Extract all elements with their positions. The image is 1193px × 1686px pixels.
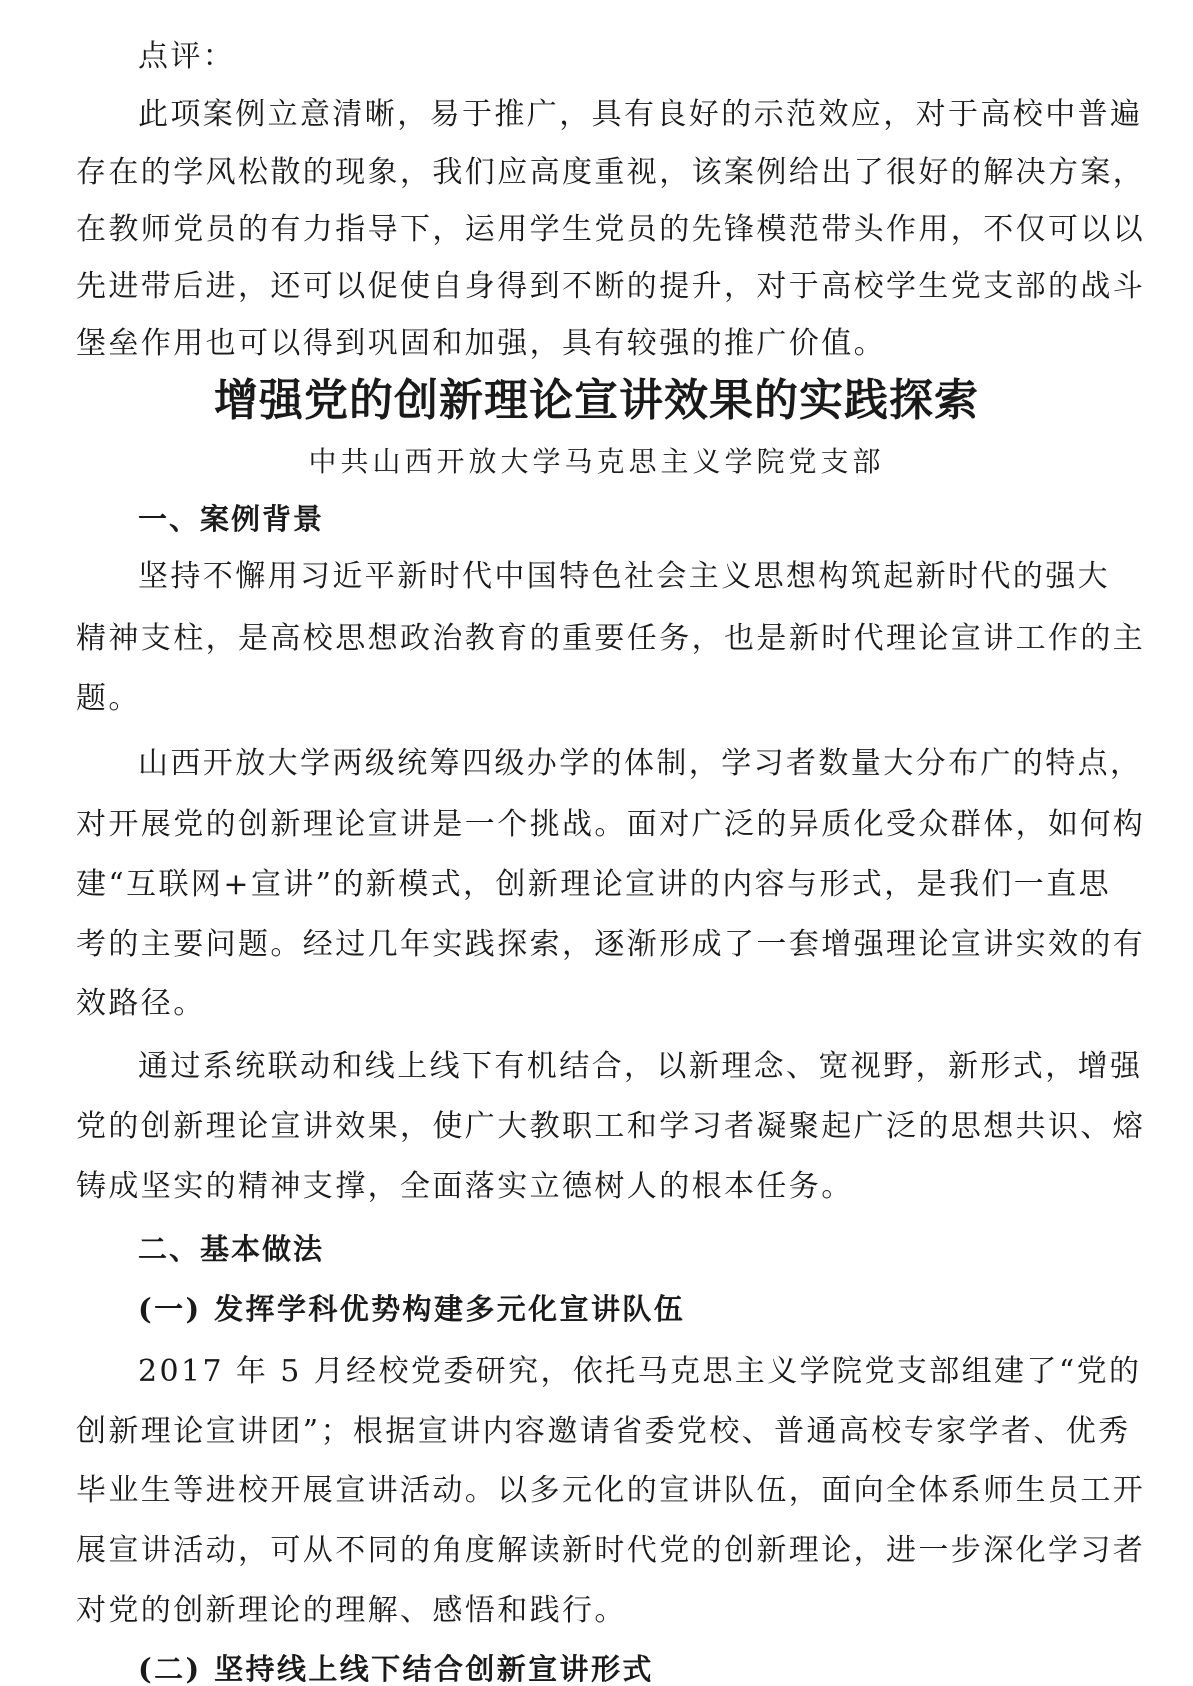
comment-line: 堡垒作用也可以得到巩固和加强，具有较强的推广价值。	[76, 326, 886, 361]
paragraph-line: 党的创新理论宣讲效果，使广大教职工和学习者凝聚起广泛的思想共识、熔	[76, 1109, 1146, 1144]
comment-line: 此项案例立意清晰，易于推广，具有良好的示范效应，对于高校中普遍	[138, 97, 1143, 132]
comment-label: 点评：	[138, 39, 236, 74]
subsection-heading: (二) 坚持线上线下结合创新宣讲形式	[138, 1652, 654, 1686]
paragraph-line: 通过系统联动和线上线下有机结合，以新理念、宽视野，新形式，增强	[138, 1049, 1143, 1084]
paragraph-line: 精神支柱，是高校思想政治教育的重要任务，也是新时代理论宣讲工作的主	[76, 621, 1146, 656]
comment-line: 存在的学风松散的现象，我们应高度重视，该案例给出了很好的解决方案，	[76, 155, 1146, 190]
paragraph-line: 对党的创新理论的理解、感悟和践行。	[76, 1593, 627, 1628]
article-title: 增强党的创新理论宣讲效果的实践探索	[214, 375, 979, 426]
paragraph-line: 展宣讲活动，可从不同的角度解读新时代党的创新理论，进一步深化学习者	[76, 1533, 1146, 1568]
section-heading: 二、基本做法	[138, 1232, 325, 1266]
article-author: 中共山西开放大学马克思主义学院党支部	[308, 445, 885, 478]
comment-line: 先进带后进，还可以促使自身得到不断的提升，对于高校学生党支部的战斗	[76, 269, 1146, 304]
paragraph-line: 坚持不懈用习近平新时代中国特色社会主义思想构筑起新时代的强大	[138, 559, 1110, 594]
section-heading: 一、案例背景	[138, 502, 325, 536]
paragraph-line: 效路径。	[76, 986, 206, 1021]
paragraph-line: 山西开放大学两级统筹四级办学的体制，学习者数量大分布广的特点，	[138, 746, 1143, 781]
paragraph-line: 2017 年 5 月经校党委研究，依托马克思主义学院党支部组建了“党的	[138, 1354, 1142, 1389]
paragraph-line: 创新理论宣讲团”；根据宣讲内容邀请省委党校、普通高校专家学者、优秀	[76, 1414, 1131, 1449]
paragraph-line: 对开展党的创新理论宣讲是一个挑战。面对广泛的异质化受众群体，如何构	[76, 807, 1146, 842]
subsection-heading: (一) 发挥学科优势构建多元化宣讲队伍	[138, 1292, 686, 1326]
paragraph-line: 考的主要问题。经过几年实践探索，逐渐形成了一套增强理论宣讲实效的有	[76, 927, 1146, 962]
paragraph-line: 建“互联网+宣讲”的新模式，创新理论宣讲的内容与形式，是我们一直思	[76, 867, 1112, 902]
paragraph-line: 题。	[76, 681, 141, 716]
comment-line: 在教师党员的有力指导下，运用学生党员的先锋模范带头作用，不仅可以以	[76, 212, 1146, 247]
paragraph-line: 铸成坚实的精神支撑，全面落实立德树人的根本任务。	[76, 1169, 854, 1204]
paragraph-line: 毕业生等进校开展宣讲活动。以多元化的宣讲队伍，面向全体系师生员工开	[76, 1473, 1146, 1508]
